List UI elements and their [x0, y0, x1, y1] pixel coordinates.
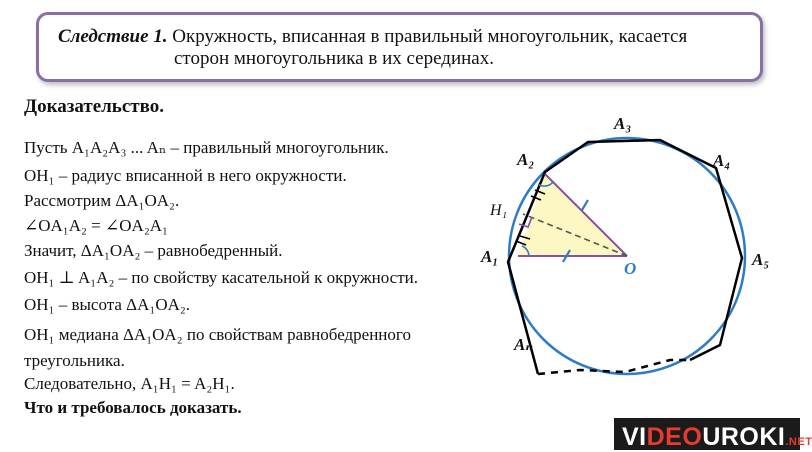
proof-line: OH₁ – радиус вписанной в него окружности.	[24, 166, 347, 185]
proof-line: Следовательно, A₁H₁ = A₂H₁.	[24, 374, 235, 393]
corollary-text-2: сторон многоугольника в их серединах.	[174, 48, 494, 69]
label-a4: A₄	[713, 151, 731, 170]
label-a2: A₂	[517, 150, 535, 169]
proof-line: OH₁ – высота ΔA₁OA₂.	[24, 295, 191, 314]
label-h1: H₁	[490, 202, 508, 219]
proof-line: треугольника.	[24, 351, 125, 370]
videouroki-logo: VIDEOUROKI.NET	[622, 423, 812, 451]
proof-heading: Доказательство.	[24, 96, 164, 117]
label-o: O	[624, 259, 637, 278]
label-a3: A₃	[614, 114, 632, 133]
proof-line: OH₁ медиана ΔA₁OA₂ по свойствам равнобедренного	[24, 325, 411, 344]
proof-line: Пусть A₁A₂A₃ ... Aₙ – правильный многоугольник.	[24, 138, 389, 157]
proof-conclusion: Что и требовалось доказать.	[24, 398, 242, 417]
proof-line: OH₁ ⊥ A₁A₂ – по свойству касательной к окружности.	[24, 268, 418, 287]
triangle-a1-o-a2	[518, 174, 627, 256]
label-a5: A₅	[752, 250, 770, 269]
proof-line: Рассмотрим ΔA₁OA₂.	[24, 191, 180, 210]
corollary-lead: Следствие 1.	[58, 26, 168, 47]
label-a1: A₁	[481, 247, 499, 266]
label-an: Aₙ	[514, 335, 534, 354]
corollary-text-1: Окружность, вписанная в правильный многоугольник, касается	[172, 26, 688, 47]
proof-line: ∠OA₁A₂ = ∠OA₂A₁	[24, 216, 168, 235]
proof-line: Значит, ΔA₁OA₂ – равнобедренный.	[24, 241, 283, 260]
